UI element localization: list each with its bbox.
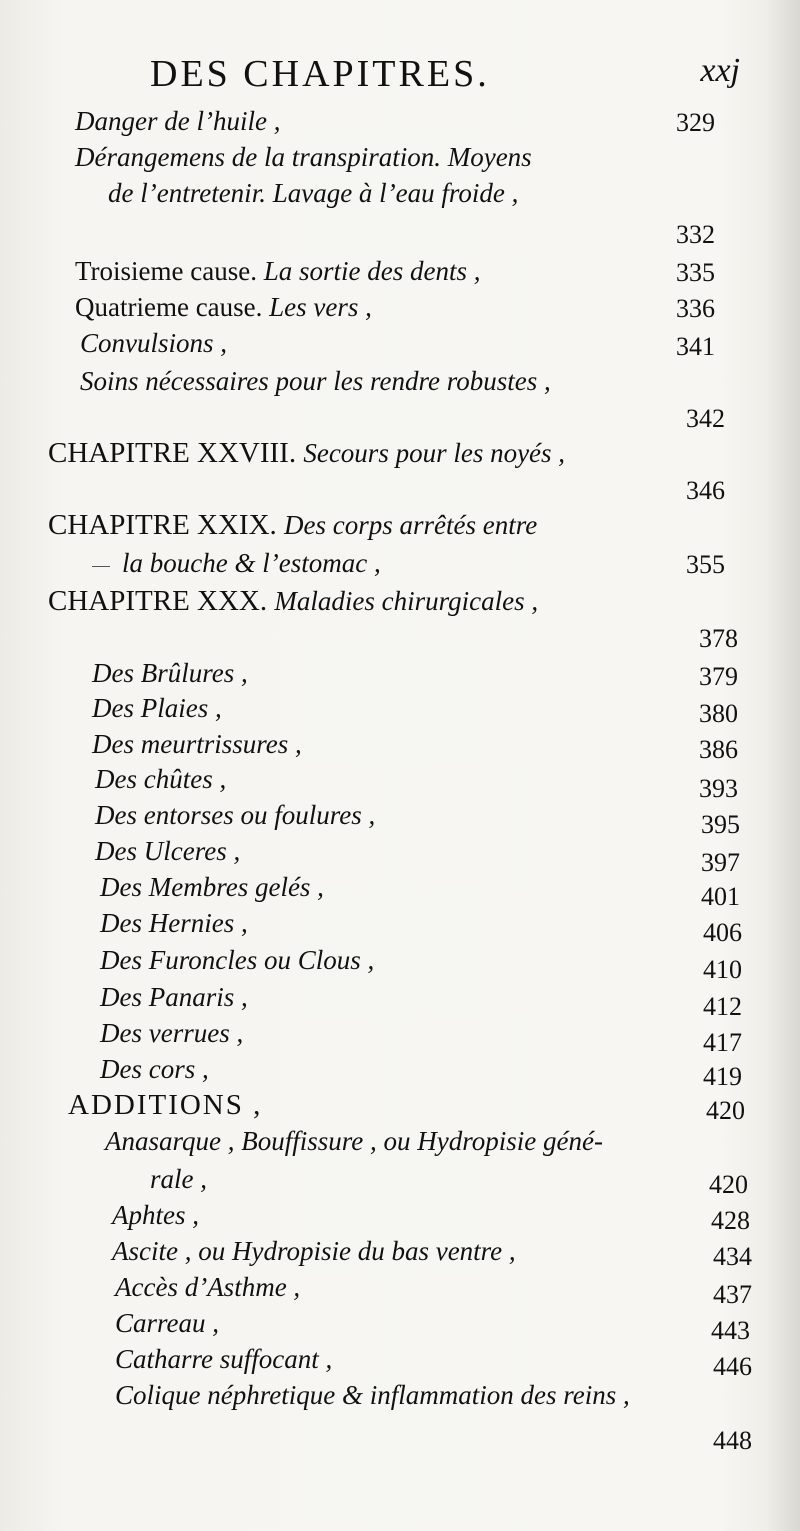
toc-entry: Convulsions , — [80, 328, 228, 358]
toc-page-number: 443 — [711, 1316, 750, 1345]
toc-entry-title: La sortie des dents , — [263, 256, 481, 286]
toc-chapter-entry — [48, 508, 537, 542]
toc-entry: Des chûtes , — [95, 764, 227, 794]
toc-section-heading: ADDITIONS , — [68, 1089, 263, 1121]
toc-page-number: 395 — [701, 810, 740, 839]
toc-entry-label: Troisieme cause. — [75, 256, 257, 286]
toc-page-number: 417 — [703, 1028, 742, 1057]
toc-entry: Carreau , — [115, 1308, 220, 1338]
toc-entry: Des Plaies , — [92, 693, 222, 723]
chapter-title: Des corps arrêtés entre — [284, 510, 538, 540]
toc-page-number: 448 — [713, 1426, 752, 1455]
toc-page-number: 434 — [713, 1242, 752, 1271]
page-folio: xxj — [700, 52, 740, 89]
toc-page-number: 329 — [676, 108, 715, 137]
toc-entry: Colique néphretique & inflammation des reins , — [115, 1380, 630, 1410]
chapter-title: Maladies chirurgicales , — [274, 586, 539, 616]
toc-chapter-entry — [48, 584, 538, 618]
toc-chapter-entry — [48, 436, 565, 470]
toc-page-number: 336 — [676, 294, 715, 323]
toc-page-number: 446 — [713, 1352, 752, 1381]
toc-entry: Des Panaris , — [100, 982, 248, 1012]
chapter-number: CHAPITRE XXX. — [48, 585, 268, 617]
toc-page-number: 406 — [703, 918, 742, 947]
toc-page-number: 410 — [703, 955, 742, 984]
toc-page-number: 393 — [699, 774, 738, 803]
toc-entry: Anasarque , Bouffissure , ou Hydropisie géné- — [105, 1126, 603, 1156]
chapter-title: Secours pour les noyés , — [303, 438, 566, 468]
toc-page-number: 335 — [676, 258, 715, 287]
toc-entry: de l’entretenir. Lavage à l’eau froide , — [108, 178, 519, 208]
toc-entry: Ascite , ou Hydropisie du bas ventre , — [112, 1236, 516, 1266]
toc-entry: Des meurtrissures , — [92, 729, 302, 759]
toc-entry: Des cors , — [100, 1054, 209, 1084]
toc-entry: Accès d’Asthme , — [115, 1272, 301, 1302]
toc-entry: Des Ulceres , — [95, 836, 241, 866]
toc-page-number: 420 — [706, 1096, 745, 1125]
toc-page-number: 379 — [699, 662, 738, 691]
toc-page-number: 412 — [703, 992, 742, 1021]
toc-entry: Catharre suffocant , — [115, 1344, 333, 1374]
toc-entry: Aphtes , — [112, 1200, 199, 1230]
toc-entry: Dérangemens de la transpiration. Moyens — [75, 142, 532, 172]
toc-entry: Des Hernies , — [100, 908, 248, 938]
toc-page-number: 437 — [713, 1280, 752, 1309]
continuation-dash — [92, 566, 110, 567]
toc-page-number: 342 — [686, 404, 725, 433]
toc-entry: rale , — [150, 1164, 207, 1194]
toc-page-number: 346 — [686, 476, 725, 505]
toc-page-number: 332 — [676, 220, 715, 249]
toc-entry — [75, 254, 481, 288]
chapter-number: CHAPITRE XXIX. — [48, 509, 277, 541]
toc-page-number: 386 — [699, 735, 738, 764]
toc-page-number: 419 — [703, 1062, 742, 1091]
toc-entry: Des Membres gelés , — [100, 872, 324, 902]
toc-page-number: 420 — [709, 1170, 748, 1199]
chapter-number: CHAPITRE XXVIII. — [48, 437, 297, 469]
running-title: DES CHAPITRES. — [150, 53, 490, 95]
toc-entry: la bouche & l’estomac , — [122, 548, 381, 578]
toc-entry-title: Les vers , — [269, 292, 372, 322]
toc-page-number: 341 — [676, 332, 715, 361]
toc-page-number: 378 — [699, 624, 738, 653]
toc-page-number: 401 — [701, 882, 740, 911]
toc-entry: Soins nécessaires pour les rendre robustes , — [80, 366, 551, 396]
toc-entry — [75, 290, 372, 324]
toc-page-number: 397 — [701, 848, 740, 877]
toc-entry: Des Furoncles ou Clous , — [100, 945, 375, 975]
toc-entry: Danger de l’huile , — [75, 106, 281, 136]
toc-entry: Des Brûlures , — [92, 658, 248, 688]
toc-page-number: 428 — [711, 1206, 750, 1235]
toc-entry: Des verrues , — [100, 1018, 244, 1048]
toc-entry: Des entorses ou foulures , — [95, 800, 376, 830]
page-header — [150, 52, 740, 102]
page-gutter-shadow — [766, 0, 800, 1531]
toc-entry-label: Quatrieme cause. — [75, 292, 263, 322]
toc-page-number: 355 — [686, 550, 725, 579]
toc-page-number: 380 — [699, 699, 738, 728]
